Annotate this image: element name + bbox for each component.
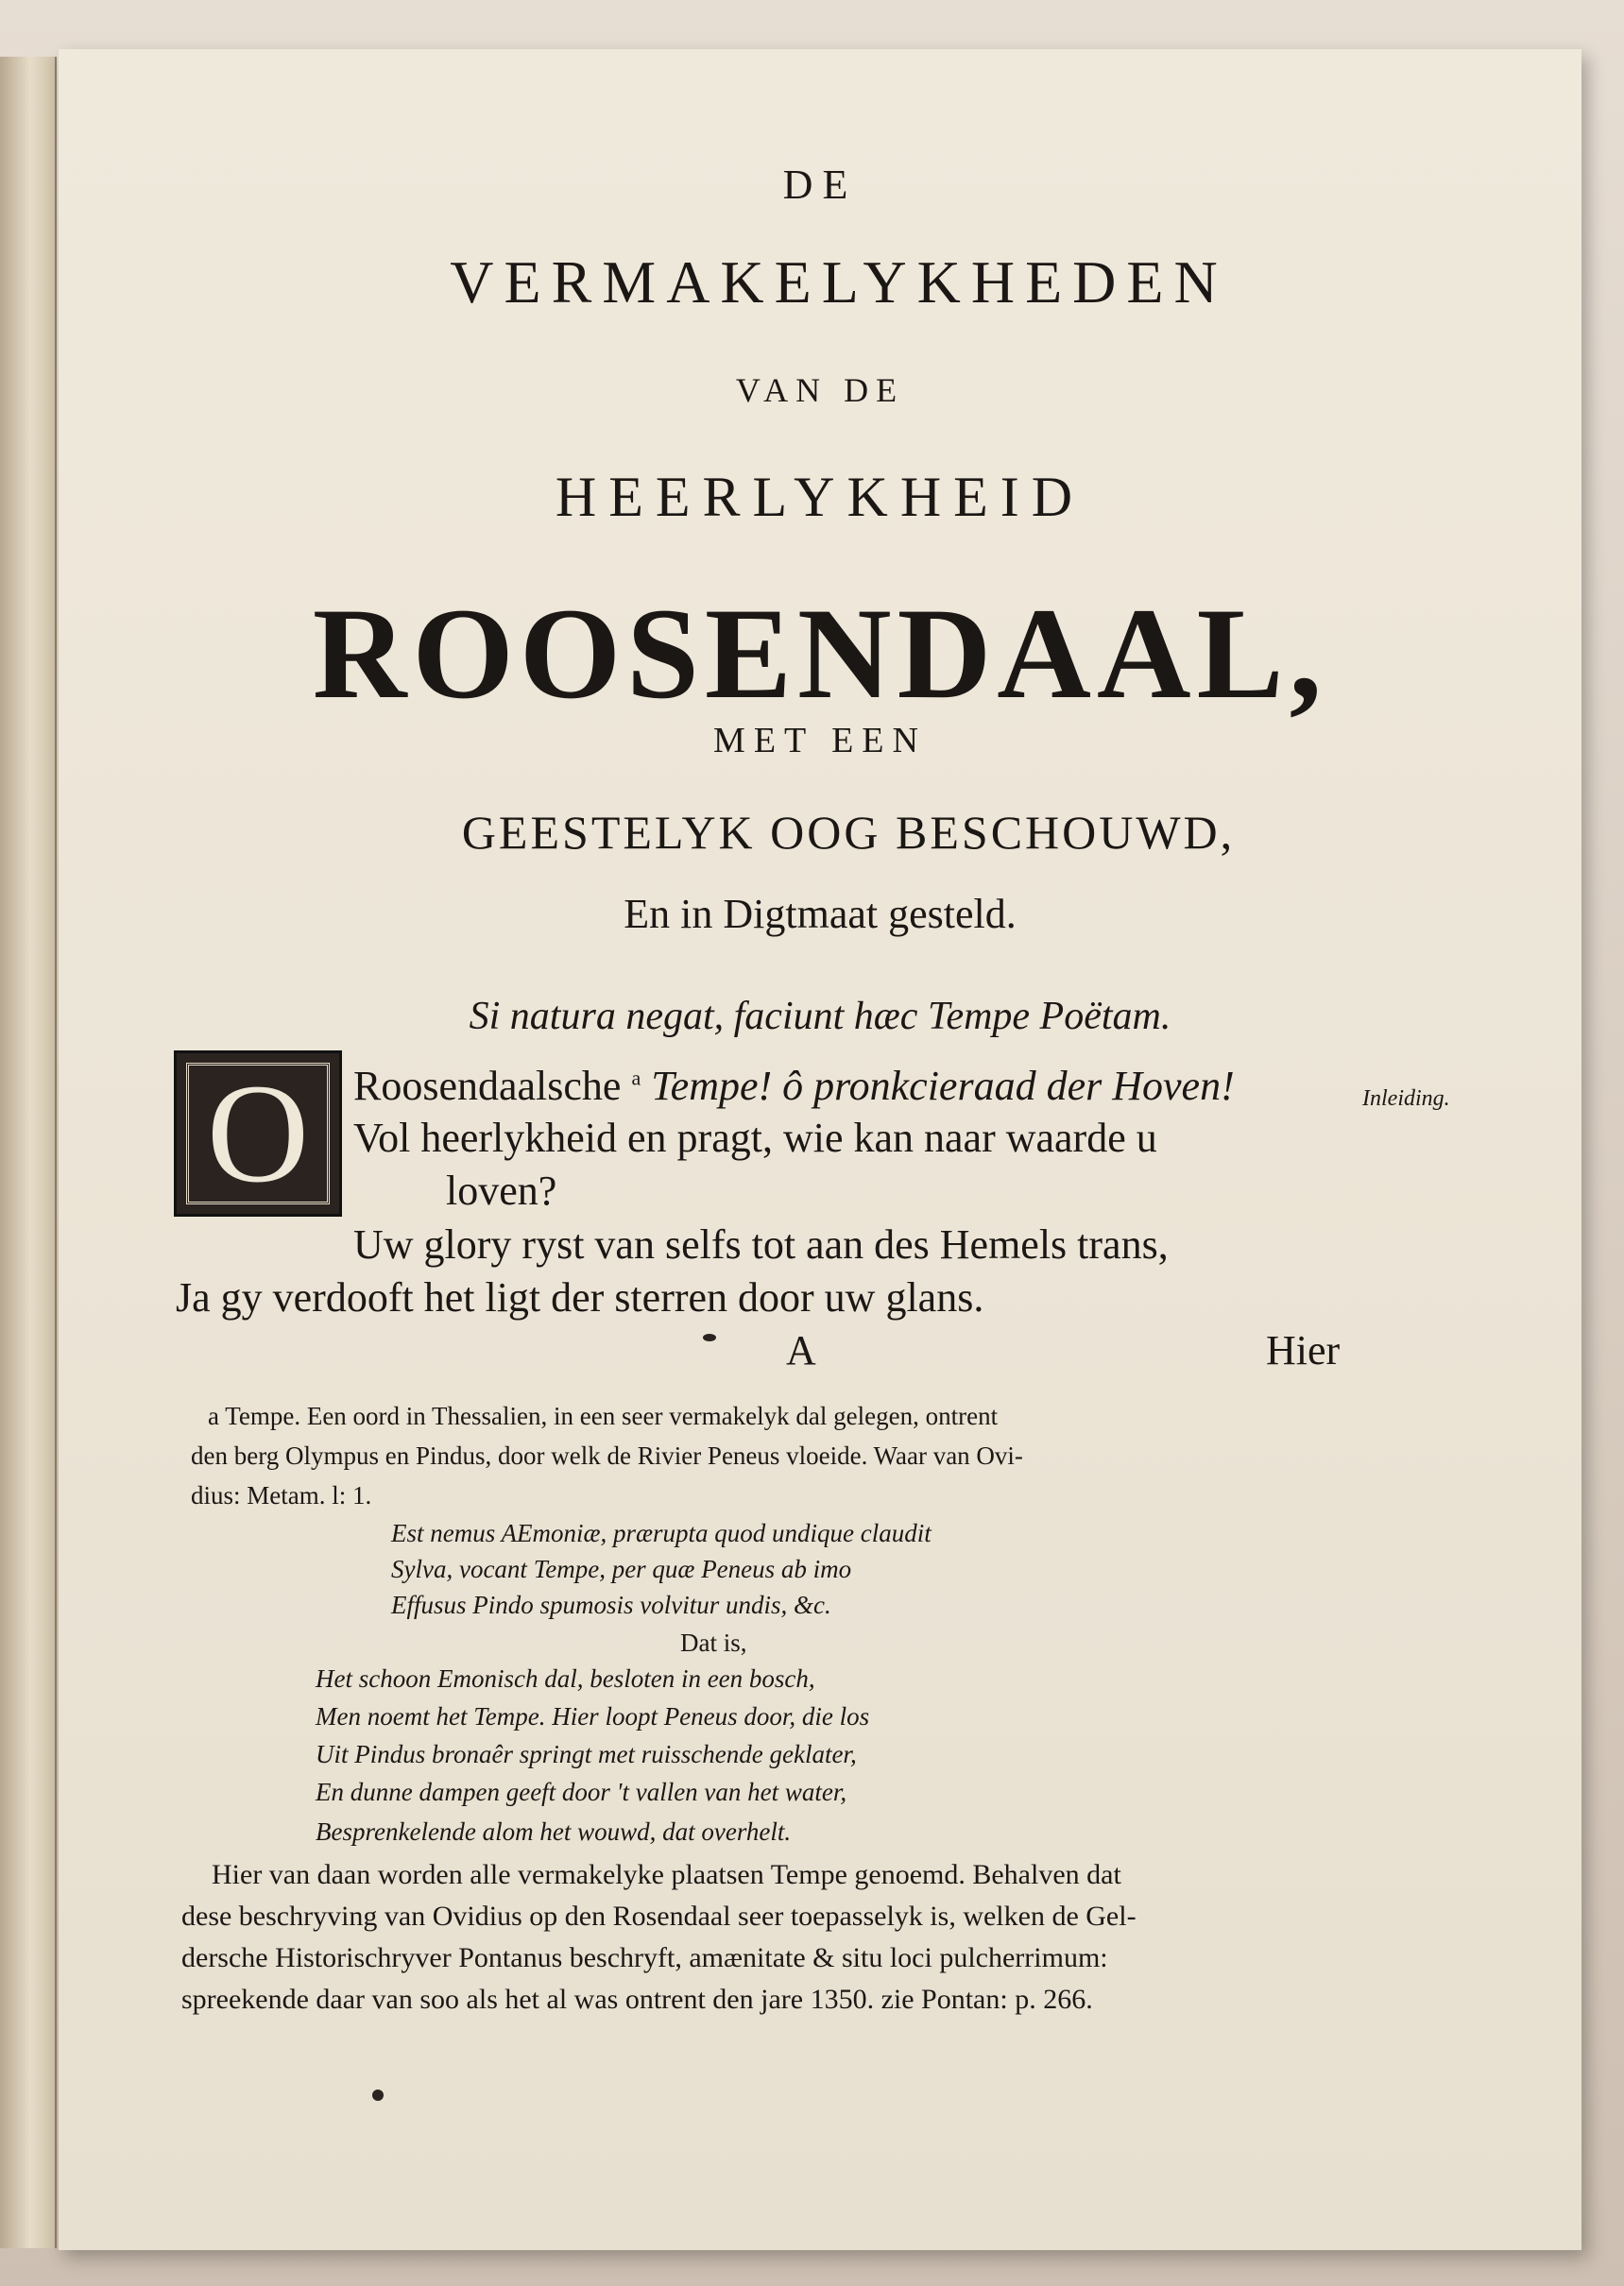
- dutch-line-4: En dunne dampen geeft door 't vallen van het water,: [316, 1778, 847, 1806]
- poem-line-3: loven?: [446, 1168, 557, 1214]
- title-digtmaat: En in Digtmaat gesteld.: [624, 891, 1017, 937]
- title-vermakelykheden: VERMAKELYKHEDEN: [450, 248, 1228, 316]
- title-van-de: VAN DE: [735, 371, 905, 409]
- initial-letter: O: [206, 1055, 310, 1212]
- decorated-initial: [174, 1050, 342, 1217]
- paragraph-line-4: spreekende daar van soo als het al was ontrent den jare 1350. zie Pontan: p. 266.: [181, 1984, 1093, 2015]
- left-page-edge: [0, 57, 57, 2248]
- dutch-line-2: Men noemt het Tempe. Hier loopt Peneus door, die los: [316, 1702, 870, 1731]
- dat-is: Dat is,: [680, 1629, 747, 1657]
- dutch-line-5: Besprenkelende alom het wouwd, dat overhelt.: [316, 1817, 792, 1846]
- book-page: [59, 49, 1581, 2250]
- paragraph-line-3: dersche Historischryver Pontanus beschryft, amænitate & situ loci pulcherrimum:: [181, 1942, 1108, 1973]
- latin-line-3: Effusus Pindo spumosis volvitur undis, &c.: [391, 1591, 831, 1619]
- signature-mark: A: [786, 1327, 816, 1373]
- footnote-line-1: a Tempe. Een oord in Thessalien, in een seer vermakelyk dal gelegen, ontrent: [208, 1402, 999, 1430]
- dutch-line-1: Het schoon Emonisch dal, besloten in een bosch,: [316, 1664, 815, 1693]
- title-roosendaal: ROOSENDAAL,: [312, 581, 1328, 725]
- motto: Si natura negat, faciunt hæc Tempe Poëtam.: [469, 995, 1171, 1038]
- poem-line-5: Ja gy verdooft het ligt der sterren door uw glans.: [176, 1274, 984, 1321]
- paragraph-line-2: dese beschryving van Ovidius op den Rosendaal seer toepasselyk is, welken de Gel-: [181, 1901, 1137, 1932]
- poem-line-4: Uw glory ryst van selfs tot aan des Hemels trans,: [353, 1221, 1169, 1268]
- footnote-line-2: den berg Olympus en Pindus, door welk de Rivier Peneus vloeide. Waar van Ovi-: [191, 1442, 1023, 1470]
- title-geestelyk: GEESTELYK OOG BESCHOUWD,: [461, 806, 1236, 859]
- margin-note: Inleiding.: [1362, 1086, 1450, 1111]
- latin-line-1: Est nemus AEmoniæ, prærupta quod undique claudit: [391, 1519, 932, 1547]
- title-met-een: MET EEN: [713, 721, 927, 760]
- catchword: Hier: [1266, 1327, 1341, 1373]
- footnote-line-3: dius: Metam. l: 1.: [191, 1481, 372, 1510]
- footnote-marker: a: [631, 1066, 641, 1090]
- latin-line-2: Sylva, vocant Tempe, per quæ Peneus ab imo: [391, 1555, 852, 1583]
- dutch-line-3: Uit Pindus bronaêr springt met ruisschende geklater,: [316, 1740, 857, 1768]
- poem-line-2: Vol heerlykheid en pragt, wie kan naar waarde u: [353, 1115, 1157, 1161]
- title-heerlykheid: HEERLYKHEID: [555, 466, 1086, 528]
- poem-line-1-a: Roosendaalsche: [353, 1063, 622, 1109]
- poem-line-1: [353, 1062, 1235, 1110]
- paragraph-line-1: Hier van daan worden alle vermakelyke plaatsen Tempe genoemd. Behalven dat: [212, 1859, 1121, 1890]
- ink-spot: [372, 2090, 384, 2101]
- ink-blot: [703, 1334, 716, 1341]
- poem-line-1-b: Tempe! ô pronkcieraad der Hoven!: [651, 1063, 1235, 1109]
- title-de: DE: [782, 162, 858, 208]
